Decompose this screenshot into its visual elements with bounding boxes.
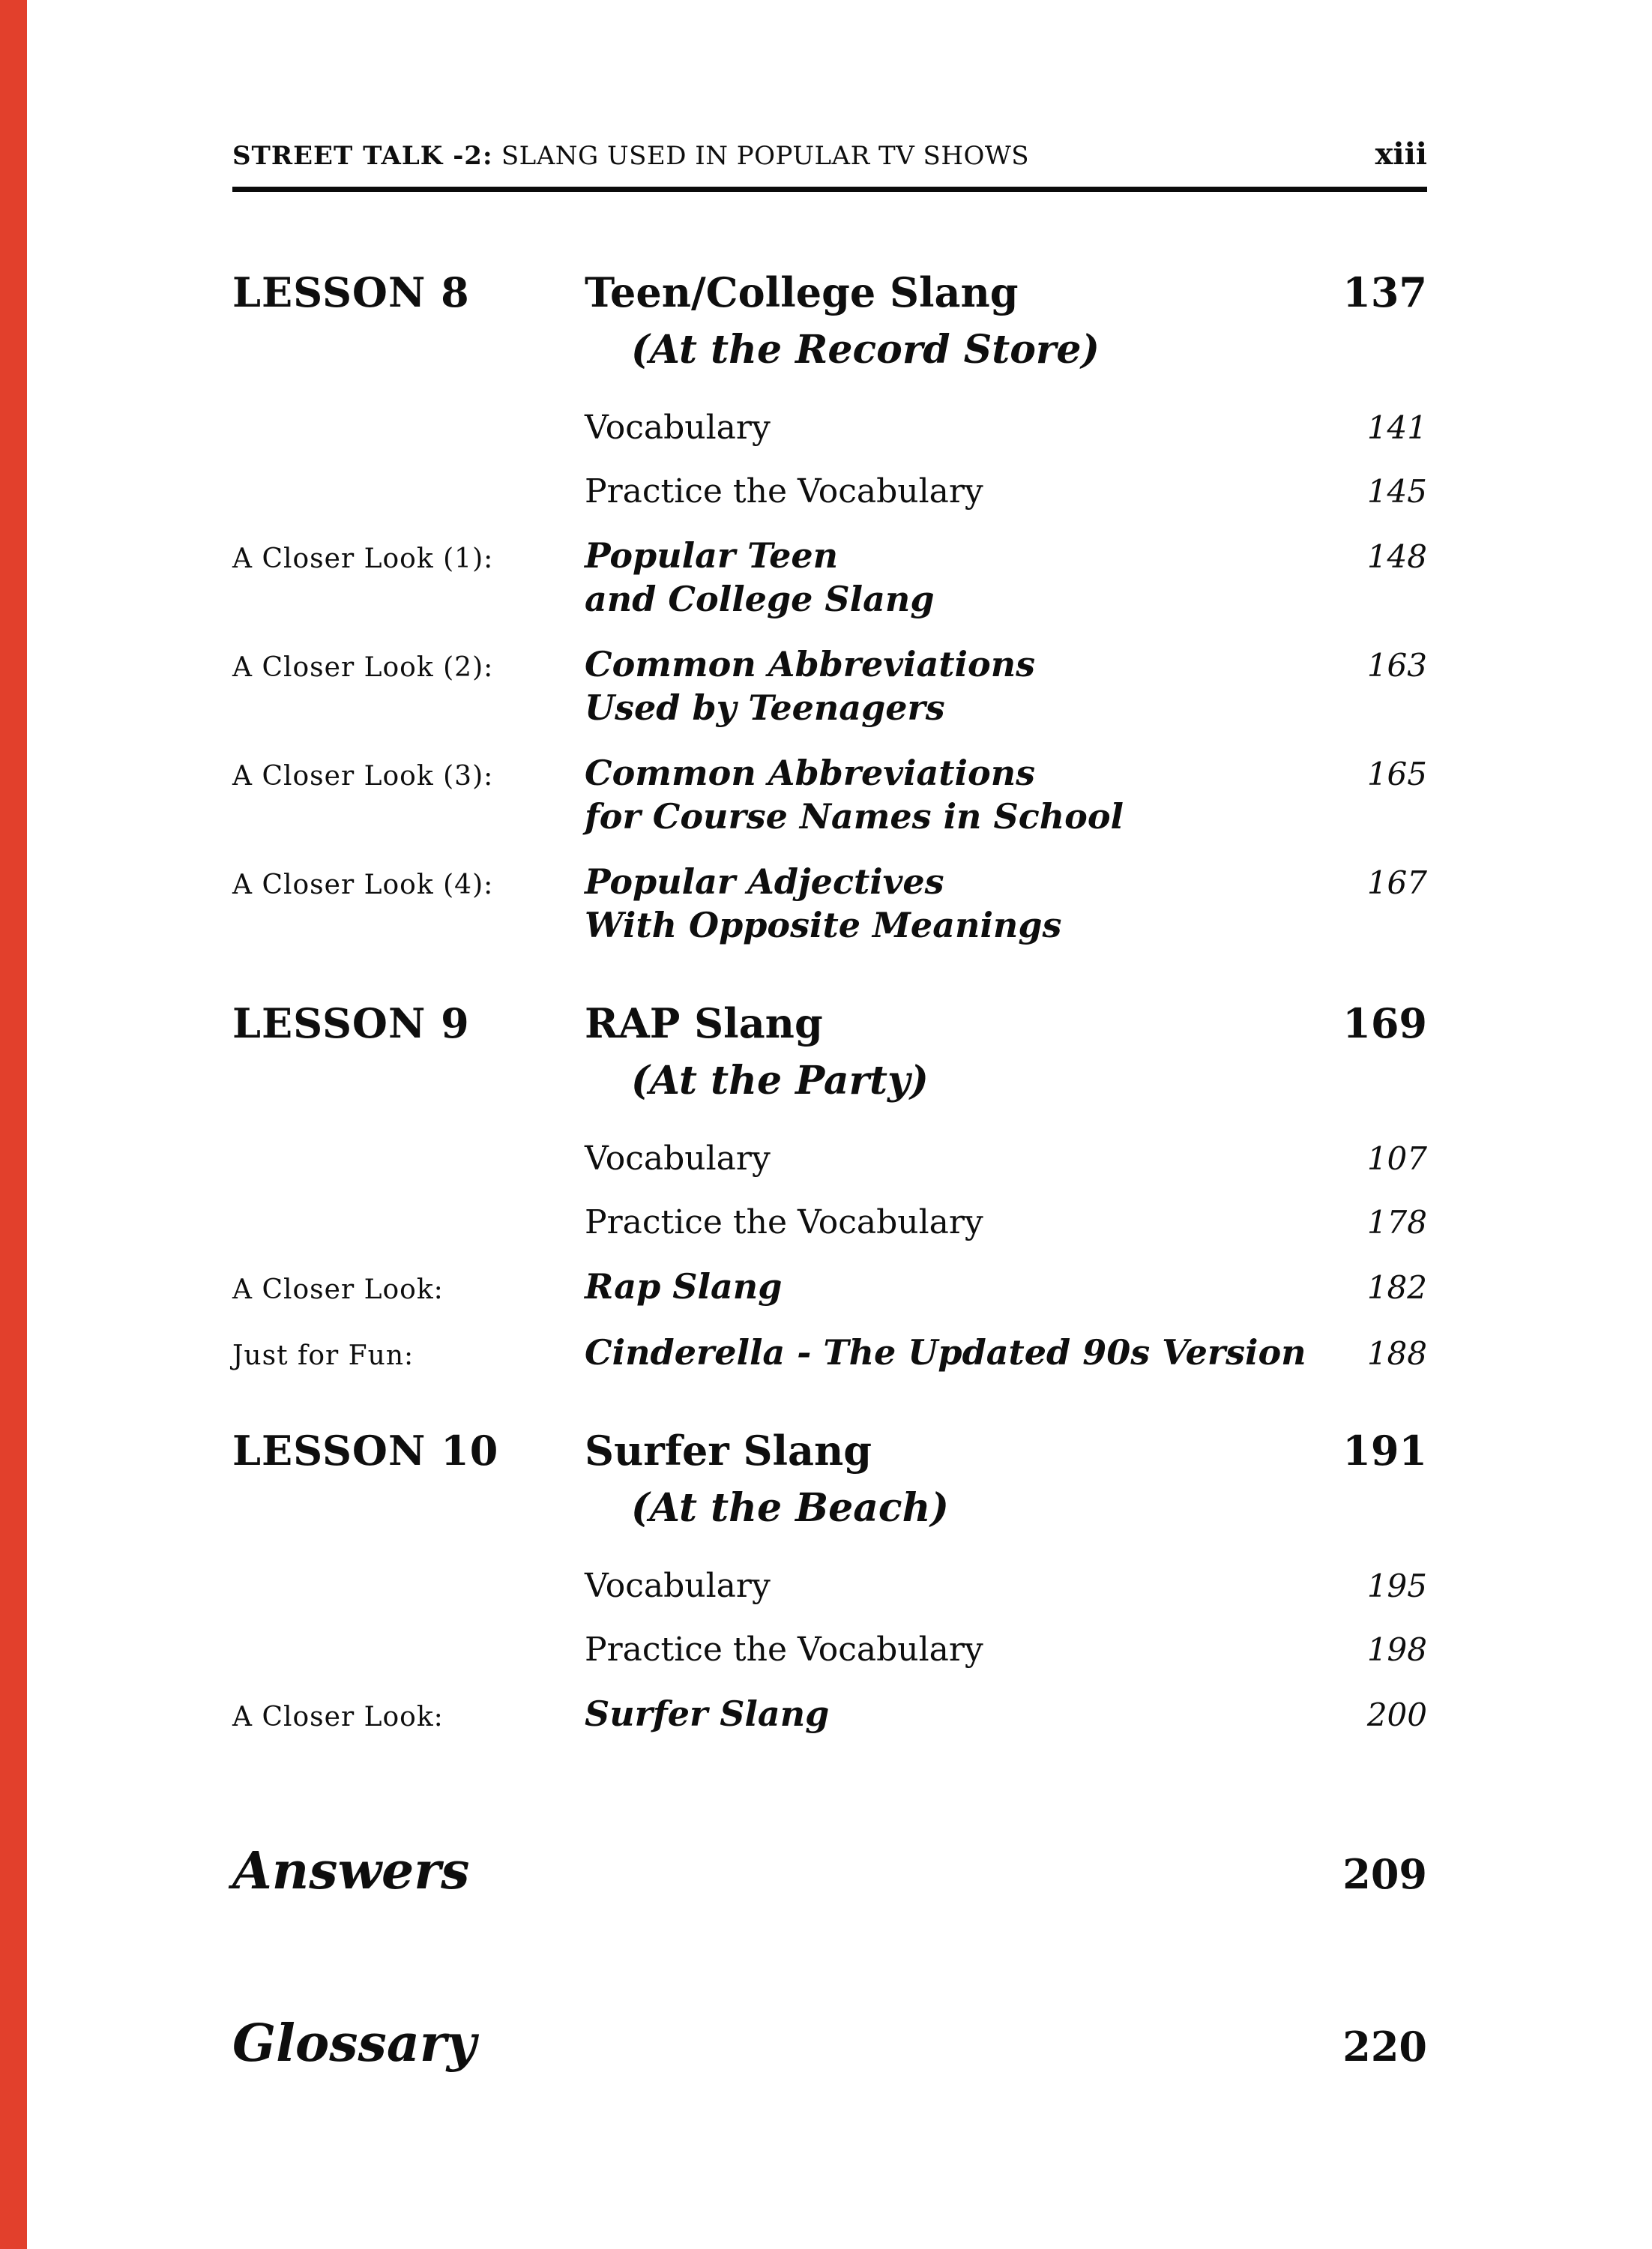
entry-page-number: 200 bbox=[1366, 1696, 1427, 1733]
book-title-bold: STREET TALK -2: bbox=[232, 141, 493, 171]
book-title-rest: SLANG USED IN POPULAR TV SHOWS bbox=[492, 141, 1030, 171]
toc-entry bbox=[232, 1138, 1427, 1179]
back-matter-page-number: 220 bbox=[1342, 2022, 1427, 2071]
entry-title bbox=[585, 1265, 1315, 1309]
toc-entry bbox=[232, 535, 1427, 621]
entry-page-number: 148 bbox=[1366, 538, 1427, 575]
entry-title-line1: Popular Adjectives bbox=[585, 861, 944, 902]
running-header bbox=[232, 136, 1427, 192]
lesson-section bbox=[232, 1427, 1427, 1736]
lesson-heading-row bbox=[232, 1427, 1427, 1475]
entry-title-line1: Practice the Vocabulary bbox=[585, 472, 983, 511]
entry-label: A Closer Look: bbox=[232, 1702, 444, 1732]
lesson-page-number: 137 bbox=[1342, 268, 1427, 316]
entry-title-line1: Cinderella - The Updated 90s Version bbox=[585, 1331, 1306, 1373]
entry-page-number: 188 bbox=[1366, 1334, 1427, 1372]
entry-label: A Closer Look (4): bbox=[232, 870, 494, 900]
entry-label: A Closer Look (2): bbox=[232, 652, 494, 683]
entry-title-line2: With Opposite Meanings bbox=[585, 904, 1062, 945]
entry-title-line1: Vocabulary bbox=[585, 1139, 771, 1178]
back-matter-title: Glossary bbox=[232, 2013, 477, 2074]
entry-page-number: 167 bbox=[1366, 864, 1427, 901]
entry-title bbox=[585, 1202, 1315, 1243]
entry-title-line1: Rap Slang bbox=[585, 1266, 783, 1307]
lesson-section bbox=[232, 999, 1427, 1374]
entry-label: A Closer Look: bbox=[232, 1274, 444, 1305]
entry-page-number: 141 bbox=[1366, 409, 1427, 446]
toc-entry bbox=[232, 1265, 1427, 1309]
entry-label: A Closer Look (1): bbox=[232, 544, 494, 574]
entry-title-line1: Popular Teen bbox=[585, 535, 839, 576]
entry-page-number: 195 bbox=[1366, 1568, 1427, 1604]
toc-entry bbox=[232, 1202, 1427, 1243]
entry-page-number: 107 bbox=[1366, 1140, 1427, 1177]
entry-page-number: 198 bbox=[1366, 1631, 1427, 1668]
entry-title bbox=[585, 407, 1315, 448]
lesson-title: RAP Slang bbox=[585, 999, 823, 1047]
toc-entry bbox=[232, 1331, 1427, 1375]
entry-title-line1: Practice the Vocabulary bbox=[585, 1631, 983, 1669]
page-number: xiii bbox=[1375, 136, 1427, 172]
entry-title bbox=[585, 471, 1315, 512]
entry-title-line1: Practice the Vocabulary bbox=[585, 1203, 983, 1241]
entry-title bbox=[585, 1629, 1315, 1670]
toc-entry bbox=[232, 643, 1427, 729]
entry-title bbox=[585, 643, 1315, 729]
table-of-contents bbox=[232, 268, 1427, 1736]
running-header-line bbox=[232, 136, 1427, 172]
book-page bbox=[232, 0, 1427, 2074]
entry-title-line1: Common Abbreviations bbox=[585, 753, 1036, 793]
back-matter-title: Answers bbox=[232, 1840, 470, 1901]
lesson-entries bbox=[232, 1138, 1427, 1374]
lesson-page-number: 191 bbox=[1342, 1427, 1427, 1475]
entry-title-line1: Common Abbreviations bbox=[585, 644, 1036, 684]
entry-title-line2: and College Slang bbox=[585, 578, 935, 619]
lesson-section bbox=[232, 268, 1427, 947]
lesson-subtitle: (At the Beach) bbox=[631, 1485, 949, 1531]
lesson-subtitle-row bbox=[232, 1058, 1427, 1104]
entry-label: Just for Fun: bbox=[232, 1340, 414, 1371]
entry-page-number: 182 bbox=[1366, 1269, 1427, 1306]
lesson-label: LESSON 10 bbox=[232, 1427, 499, 1475]
header-rule bbox=[232, 187, 1427, 192]
lesson-subtitle: (At the Record Store) bbox=[631, 327, 1100, 373]
book-title bbox=[232, 141, 1029, 171]
entry-page-number: 163 bbox=[1366, 647, 1427, 684]
lesson-heading-row bbox=[232, 268, 1427, 316]
entry-title-line2: Used by Teenagers bbox=[585, 687, 945, 728]
entry-title bbox=[585, 1565, 1315, 1607]
entry-title bbox=[585, 1331, 1315, 1375]
lesson-title: Teen/College Slang bbox=[585, 268, 1019, 316]
entry-title bbox=[585, 861, 1315, 947]
toc-entry bbox=[232, 752, 1427, 838]
lesson-subtitle: (At the Party) bbox=[631, 1058, 929, 1104]
toc-entry bbox=[232, 861, 1427, 947]
entry-title bbox=[585, 1138, 1315, 1179]
toc-entry bbox=[232, 1565, 1427, 1607]
toc-entry bbox=[232, 471, 1427, 512]
entry-title bbox=[585, 1693, 1315, 1736]
entry-page-number: 145 bbox=[1366, 473, 1427, 510]
lesson-label: LESSON 9 bbox=[232, 999, 470, 1047]
lesson-subtitle-row bbox=[232, 1485, 1427, 1531]
lesson-label: LESSON 8 bbox=[232, 268, 470, 316]
entry-title-line1: Surfer Slang bbox=[585, 1693, 830, 1734]
entry-title-line1: Vocabulary bbox=[585, 409, 771, 447]
entry-page-number: 165 bbox=[1366, 756, 1427, 792]
entry-page-number: 178 bbox=[1366, 1204, 1427, 1241]
back-matter-page-number: 209 bbox=[1342, 1849, 1427, 1898]
lesson-heading-row bbox=[232, 999, 1427, 1047]
toc-entry bbox=[232, 1629, 1427, 1670]
lesson-entries bbox=[232, 1565, 1427, 1736]
back-matter bbox=[232, 1841, 1427, 2074]
entry-title-line2: for Course Names in School bbox=[585, 795, 1124, 837]
lesson-entries bbox=[232, 407, 1427, 947]
red-margin-bar bbox=[0, 0, 27, 2249]
lesson-title: Surfer Slang bbox=[585, 1427, 872, 1475]
entry-title-line1: Vocabulary bbox=[585, 1567, 771, 1605]
back-matter-entry bbox=[232, 2014, 1427, 2074]
toc-entry bbox=[232, 1693, 1427, 1736]
entry-title bbox=[585, 752, 1315, 838]
entry-title bbox=[585, 535, 1315, 621]
toc-entry bbox=[232, 407, 1427, 448]
lesson-subtitle-row bbox=[232, 327, 1427, 373]
back-matter-entry bbox=[232, 1841, 1427, 1901]
lesson-page-number: 169 bbox=[1342, 999, 1427, 1047]
entry-label: A Closer Look (3): bbox=[232, 761, 494, 792]
